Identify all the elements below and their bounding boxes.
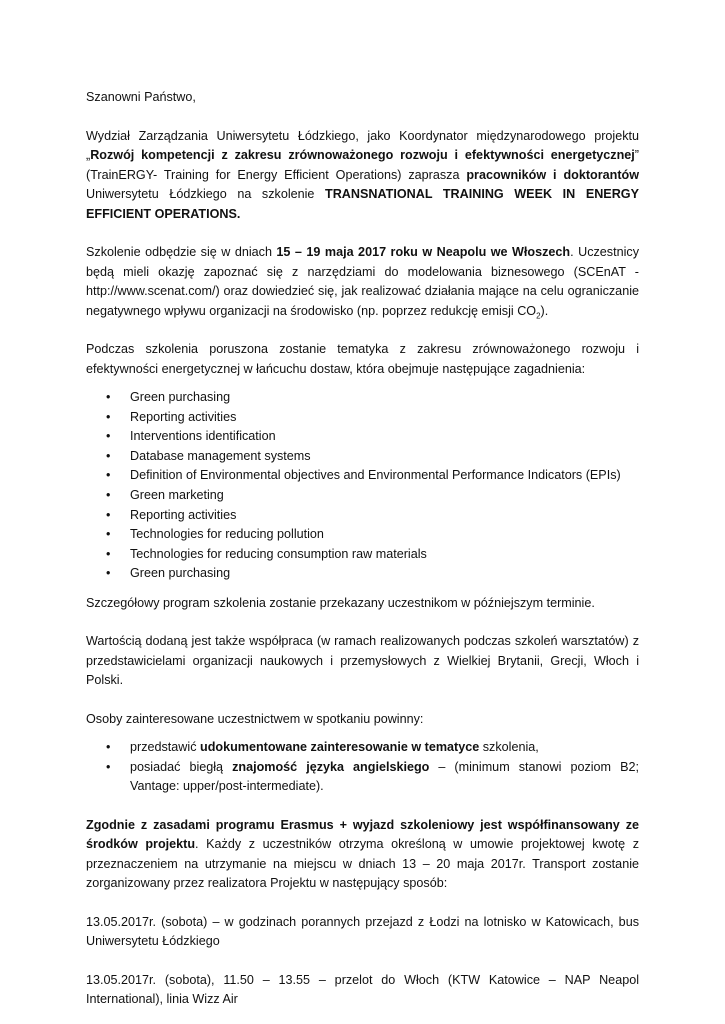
list-item — [86, 738, 639, 758]
project-name: Rozwój kompetencji z zakresu zrównoważonego rozwoju i efektywności energetycznej — [90, 148, 635, 162]
req-text: posiadać biegłą — [130, 759, 233, 774]
schedule-item: 13.05.2017r. (sobota), 11.50 – 13.55 – przelot do Włoch (KTW Katowice – NAP Neapol International), linia Wizz Air — [86, 972, 639, 1007]
bullet-icon: • — [106, 527, 111, 542]
list-item — [86, 506, 639, 526]
co2-subscript: 2 — [536, 311, 541, 321]
program-note: Szczegółowy program szkolenia zostanie przekazany uczestnikom w późniejszym terminie. — [86, 595, 595, 610]
greeting: Szanowni Państwo, — [86, 90, 196, 104]
bullet-icon: • — [106, 566, 111, 581]
topic-text: Technologies for reducing pollution — [130, 527, 324, 542]
topic-text: Reporting activities — [130, 409, 237, 424]
req-text: przedstawić — [130, 740, 200, 755]
bullet-icon: • — [106, 740, 111, 755]
bullet-icon: • — [106, 487, 111, 502]
requirements-intro: Osoby zainteresowane uczestnictwem w spotkaniu powinny: — [86, 711, 424, 726]
funding-paragraph — [86, 816, 639, 894]
list-item — [86, 466, 639, 486]
list-item — [86, 545, 639, 565]
list-item — [86, 388, 639, 408]
training-text-2: . Uczestnicy będą mieli okazję zapoznać się z narzędziami do modelowania biznesowego (SCEnAT - http://www.scenat.com/) oraz dowiedzieć się, jak realizować działania mające na celu ograniczanie negatywnego wpływu organizacji na środowisko (np. poprzez redukcję emisji CO — [86, 245, 639, 318]
bullet-icon: • — [106, 759, 111, 774]
list-item — [86, 408, 639, 428]
target-audience: pracowników i doktorantów — [466, 167, 639, 182]
list-item — [86, 427, 639, 447]
topic-text: Database management systems — [130, 448, 311, 463]
topic-text: Green purchasing — [130, 390, 231, 404]
list-item — [86, 486, 639, 506]
topic-text: Green marketing — [130, 487, 224, 502]
bullet-icon: • — [106, 546, 111, 561]
funding-bold: Zgodnie z zasadami programu Erasmus + wyjazd szkoleniowy jest współfinansowany ze środków projektu — [86, 817, 639, 852]
training-text-3: ). — [540, 303, 549, 318]
bullet-icon: • — [106, 448, 111, 463]
bullet-icon: • — [106, 507, 111, 522]
training-paragraph — [86, 243, 639, 321]
topic-text: Reporting activities — [130, 507, 237, 522]
topic-text: Technologies for reducing consumption raw materials — [130, 546, 427, 561]
training-text-1: Szkolenie odbędzie się w dniach — [86, 245, 277, 259]
bullet-icon: • — [106, 468, 111, 483]
req-text: szkolenia, — [479, 740, 539, 755]
list-item — [86, 447, 639, 467]
topic-text: Green purchasing — [130, 566, 231, 581]
schedule-item: 13.05.2017r. (sobota) – w godzinach porannych przejazd z Łodzi na lotnisko w Katowicach, bus Uniwersytetu Łódzkiego — [86, 914, 639, 949]
bullet-icon: • — [106, 409, 111, 424]
list-item — [86, 525, 639, 545]
intro-paragraph — [86, 127, 639, 225]
req-bold: udokumentowane zainteresowanie w tematyce — [200, 740, 480, 755]
training-dates: 15 – 19 maja 2017 roku w Neapolu we Włoszech — [276, 245, 571, 259]
funding-text: . Każdy z uczestników otrzyma określoną w umowie projektowej kwotę z przeznaczeniem na utrzymanie na miejscu w dniach 13 – 20 maja 2017r. Transport zostanie zorganizowany przez realizatora Projektu w następujący sposób: — [86, 837, 639, 891]
topic-text: Interventions identification — [130, 429, 276, 444]
req-text: – (minimum stanowi poziom B2; Vantage: upper/post-intermediate). — [130, 759, 639, 794]
topics-list — [86, 388, 639, 584]
topic-text: Definition of Environmental objectives and Environmental Performance Indicators (EPIs) — [130, 468, 621, 483]
bullet-icon: • — [106, 429, 111, 444]
bullet-icon: • — [106, 390, 111, 404]
training-name: TRANSNATIONAL TRAINING WEEK IN ENERGY EFFICIENT OPERATIONS. — [86, 187, 640, 221]
list-item — [86, 564, 639, 584]
value-note: Wartością dodaną jest także współpraca (w ramach realizowanych podczas szkoleń warsztatów) z przedstawicielami organizacji naukowych i przemysłowych z Wielkiej Brytanii, Grecji, Włoch i Polski. — [86, 634, 639, 688]
intro-text-3: Uniwersytetu Łódzkiego na szkolenie — [86, 187, 326, 201]
requirements-list — [86, 738, 639, 797]
intro-text-1: Wydział Zarządzania Uniwersytetu Łódzkiego, jako Koordynator międzynarodowego projektu „ — [86, 128, 639, 162]
intro-text-2: ” (TrainERGY- Training for Energy Efficient Operations) zaprasza — [86, 148, 639, 182]
topics-intro: Podczas szkolenia poruszona zostanie tematyka z zakresu zrównoważonego rozwoju i efektywności energetycznej w łańcuchu dostaw, która obejmuje następujące zagadnienia: — [86, 342, 639, 376]
list-item — [86, 758, 639, 797]
req-bold: znajomość języka angielskiego — [232, 759, 430, 774]
